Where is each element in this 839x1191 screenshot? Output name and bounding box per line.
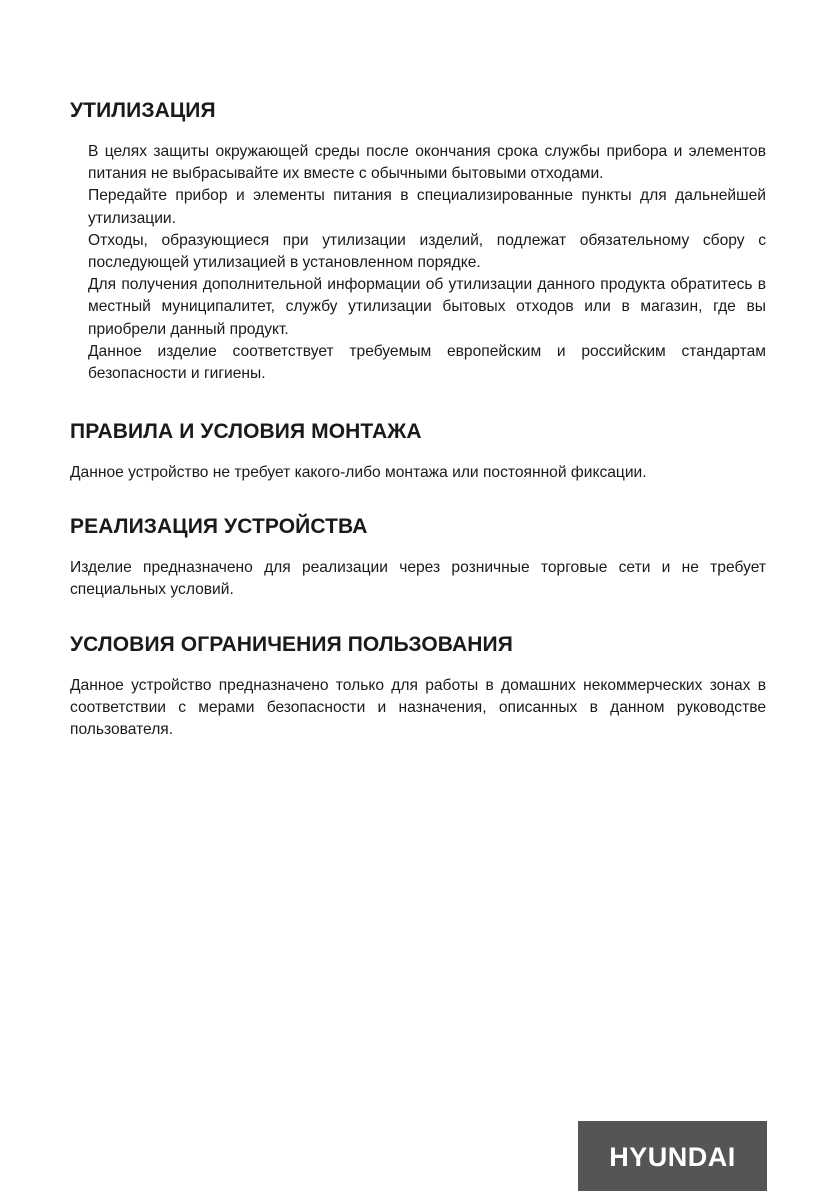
section-title-utilization: УТИЛИЗАЦИЯ: [70, 99, 216, 122]
utilization-body: [70, 141, 766, 385]
brand-logo-badge: [578, 1121, 767, 1191]
restrictions-text: Данное устройство предназначено только для работы в домашних некоммерческих зонах в соответствии с мерами безопасности и назначения, описанных в данном руководстве пользователя.: [70, 677, 766, 739]
section-restrictions: [70, 632, 766, 742]
section-title-mounting: ПРАВИЛА И УСЛОВИЯ МОНТАЖА: [70, 420, 422, 443]
mounting-text: Данное устройство не требует какого-либо монтажа или постоянной фиксации.: [70, 464, 647, 481]
utilization-paragraph-5: Данное изделие соответствует требуемым европейским и российским стандартам безопасности и гигиены.: [88, 342, 766, 383]
section-title-restrictions: УСЛОВИЯ ОГРАНИЧЕНИЯ ПОЛЬЗОВАНИЯ: [70, 633, 513, 656]
section-sale: [70, 514, 766, 601]
section-utilization: [70, 98, 766, 385]
utilization-paragraph-2: Передайте прибор и элементы питания в специализированные пункты для дальнейшей утилизации.: [88, 187, 766, 227]
utilization-paragraph-3: Отходы, образующиеся при утилизации изделий, подлежат обязательному сбору с последующей утилизацией в установленном порядке.: [88, 231, 766, 272]
utilization-paragraph-1: В целях защиты окружающей среды после окончания срока службы прибора и элементов питания не выбрасывайте их вместе с обычными бытовыми отходами.: [88, 143, 766, 183]
section-mounting: [70, 419, 766, 484]
brand-logo-text: HYUNDAI: [609, 1141, 736, 1172]
utilization-paragraph-4: Для получения дополнительной информации об утилизации данного продукта обратитесь в местный муниципалитет, службу утилизации бытовых отходов или в магазин, где вы приобрели данный продукт.: [88, 276, 766, 338]
sale-text: Изделие предназначено для реализации через розничные торговые сети и не требует специальных условий.: [70, 559, 766, 599]
section-title-sale: РЕАЛИЗАЦИЯ УСТРОЙСТВА: [70, 515, 368, 538]
